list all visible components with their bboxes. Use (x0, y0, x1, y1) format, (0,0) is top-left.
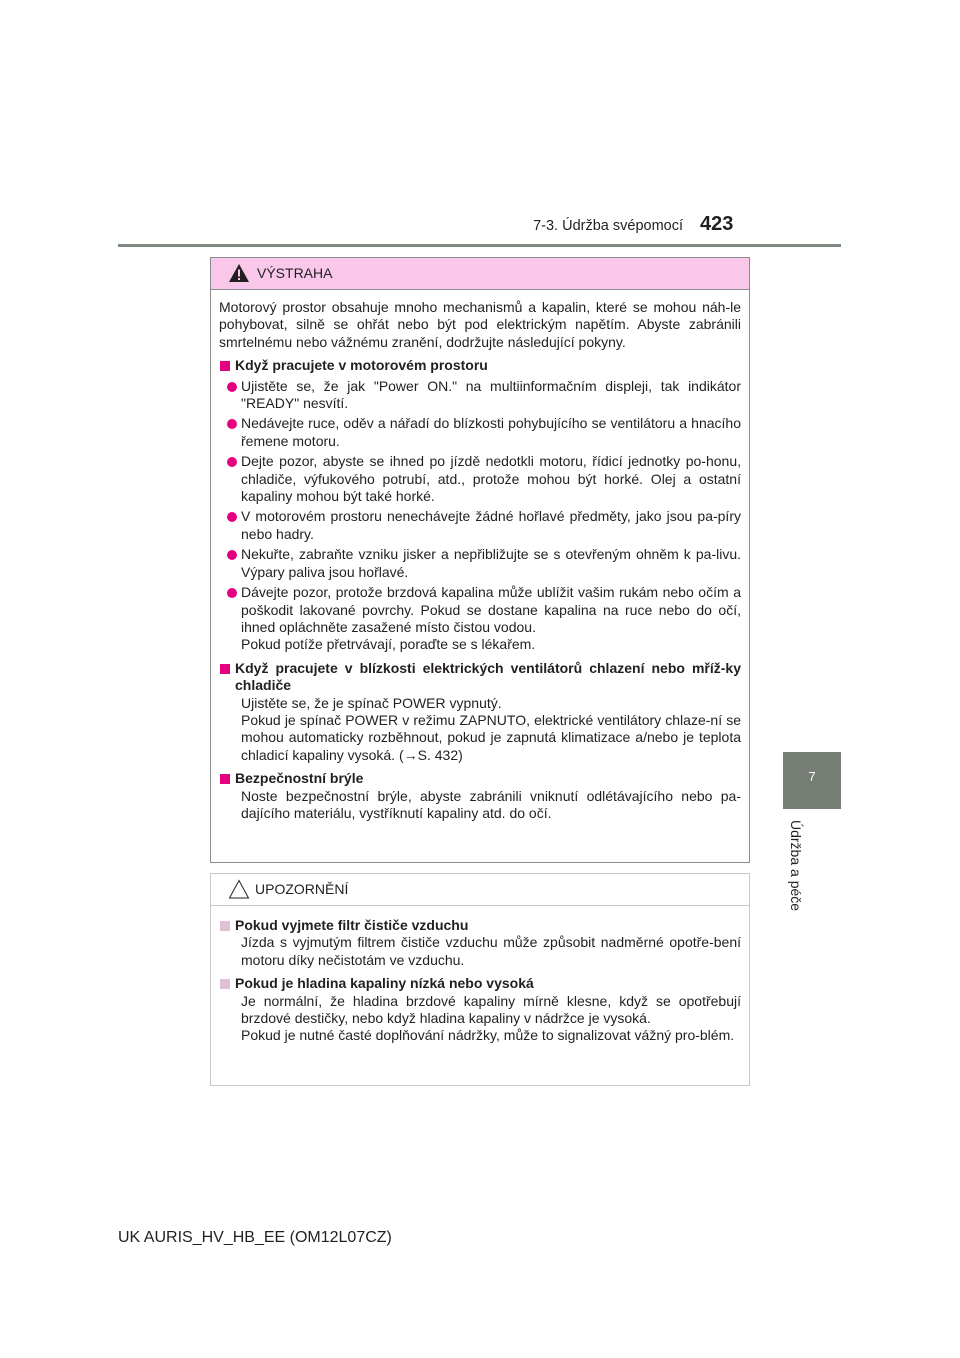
round-bullet-icon (227, 457, 237, 467)
round-bullet-icon (227, 419, 237, 429)
caution-header (211, 874, 749, 906)
section-body: Noste bezpečnostní brýle, abyste zabránili vniknutí odlétávajícího nebo pa-dajícího materiálu, vystříknutí kapaliny atd. do očí. (241, 787, 741, 821)
square-bullet-icon (220, 921, 230, 931)
caution-section (219, 975, 741, 1045)
chapter-title (783, 820, 809, 950)
list-item-text: Dávejte pozor, protože brzdová kapalina může ublížit vašim rukám nebo očím a poškodit lakované povrchy. Pokud se dostane kapalina na ruce nebo do očí, ihned opláchněte zasažené místo čistou vodou. Pokud potíže přetrvávají, poraďte se s lékařem. (241, 584, 741, 653)
warning-triangle-icon (228, 263, 250, 283)
square-bullet-icon (220, 774, 230, 784)
caution-content (211, 906, 749, 1045)
chapter-tab (783, 752, 841, 809)
section-heading-text: Když pracujete v motorovém prostoru (235, 357, 488, 374)
list-item (219, 415, 741, 450)
section-title: 7-3. Údržba svépomocí (533, 218, 683, 234)
round-bullet-icon (227, 512, 237, 522)
section-heading-text: Pokud vyjmete filtr čističe vzduchu (235, 917, 469, 933)
section-heading-text: Když pracujete v blízkosti elektrických ventilátorů chlazení nebo mříž-ky chladiče (235, 659, 741, 694)
caution-section (219, 917, 741, 969)
section-heading (219, 917, 741, 934)
round-bullet-icon (227, 550, 237, 560)
caution-label: UPOZORNĚNÍ (255, 881, 349, 897)
list-item-text: Ujistěte se, že jak "Power ON." na multiinformačním displeji, tak indikátor "READY" nesvítí. (241, 377, 741, 412)
list-item (219, 546, 741, 581)
warning-intro: Motorový prostor obsahuje mnoho mechanismů a kapalin, které se mohou náh-le pohybovat, silně se ohřát nebo být pod elektrickým napětím. Abyste zabránili smrtelnému nebo vážnému zranění, dodržujte následující pokyny. (219, 299, 741, 350)
section-heading-text: Pokud je hladina kapaliny nízká nebo vysoká (235, 975, 534, 992)
footer-model-code: UK AURIS_HV_HB_EE (OM12L07CZ) (118, 1229, 392, 1246)
chapter-number: 7 (808, 769, 816, 784)
section-body: Je normální, že hladina brzdové kapaliny mírně klesne, když se opotřebují brzdové destičky, nebo když hladina kapaliny v nádržce je vysoká. Pokud je nutné časté doplňování nádržky, může to signalizovat vážný pro-blém. (241, 992, 741, 1044)
warning-label: VÝSTRAHA (257, 265, 333, 281)
list-item-text: Nekuřte, zabraňte vzniku jisker a nepřibližujte se s otevřeným ohněm k pa-livu. Výpary paliva jsou hořlavé. (241, 546, 741, 580)
list-item (219, 453, 741, 505)
warning-section (219, 660, 741, 764)
list-item (219, 378, 741, 413)
section-heading (219, 975, 741, 992)
warning-content (211, 290, 749, 822)
warning-section (219, 770, 741, 822)
round-bullet-icon (227, 588, 237, 598)
square-bullet-icon (220, 979, 230, 989)
list-item-text: Dejte pozor, abyste se ihned po jízdě nedotkli motoru, řídicí jednotky po-honu, chladiče, výfukového potrubí, atd., protože mohou být horké. Olej a ostatní kapaliny mohou být také horké. (241, 453, 741, 505)
section-heading-text: Bezpečnostní brýle (235, 770, 364, 787)
page-number: 423 (700, 213, 734, 235)
list-item-text: Nedávejte ruce, oděv a nářadí do blízkosti pohybujícího se ventilátoru a hnacího řemene motoru. (241, 415, 741, 449)
section-body: Jízda s vyjmutým filtrem čističe vzduchu může způsobit nadměrné opotře-bení motoru díky nečistotám ve vzduchu. (241, 934, 741, 968)
warning-header (211, 258, 749, 290)
square-bullet-icon (220, 361, 230, 371)
round-bullet-icon (227, 382, 237, 392)
chapter-title-text: Údržba a péče (788, 820, 804, 912)
caution-box (210, 873, 750, 1086)
warning-section (219, 357, 741, 654)
list-item (219, 584, 741, 654)
section-heading (219, 660, 741, 695)
section-heading (219, 770, 741, 787)
section-heading (219, 357, 741, 374)
square-bullet-icon (220, 664, 230, 674)
section-body: Ujistěte se, že je spínač POWER vypnutý. Pokud je spínač POWER v režimu ZAPNUTO, elektrické ventilátory chlaze-ní se mohou automaticky rozběhnout, pokud je zapnutá klimatizace a/nebo je teplota chladicí kapaliny vysoká. (→S. 432) (241, 694, 741, 763)
header-divider (118, 244, 841, 247)
warning-box (210, 257, 750, 863)
caution-triangle-icon (228, 879, 250, 899)
list-item-text: V motorovém prostoru nenechávejte žádné hořlavé předměty, jako jsou pa-píry nebo hadry. (241, 508, 741, 542)
list-item (219, 508, 741, 543)
